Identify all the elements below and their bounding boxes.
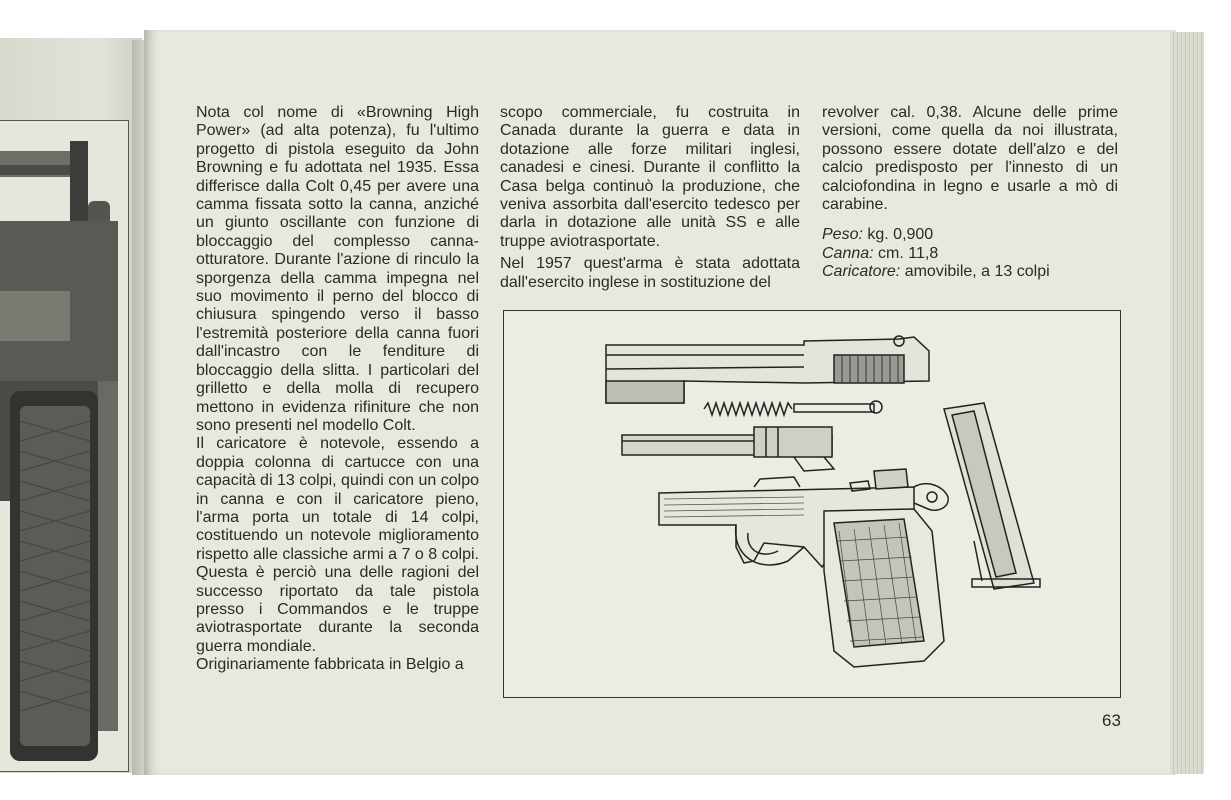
- paragraph: Il caricatore è notevole, essendo a doppia colonna di cartucce con una capacità di 13 colpi, quindi con un colpo in canna e con il caricatore pieno, l'arma porta un totale di 14 colpi, costituendo un notevole miglioramento rispetto alle classiche armi a 7 o 8 colpi. Questa è perciò una delle ragioni del successo riportato da tale pistola presso i Commandos e le truppe aviotrasportate durante la seconda guerra mondiale.: [196, 435, 479, 655]
- page-number: 63: [1102, 711, 1121, 730]
- pistol-photo-drawing: [0, 121, 128, 771]
- specifications: [822, 226, 1118, 281]
- paragraph: Nota col nome di «Browning High Power» (ad alta potenza), fu l'ultimo progetto di pistola eseguito da John Browning e fu adottata nel 1935. Essa differisce dalla Colt 0,45 per avere una camma fissata sotto la canna, anziché un giunto oscillante con funzione di bloccaggio del complesso canna-otturatore. Durante l'azione di rinculo la sporgenza della camma impegna nel suo movimento il perno del blocco di chiusura spingendo verso il basso l'estremità posteriore della canna fuori dall'incastro con le fenditure di bloccaggio della slitta. I particolari del grilletto e della molla di recupero mettono in evidenza rifiniture che non sono presenti nel modello Colt.: [196, 104, 479, 434]
- text-column-3: [822, 104, 1118, 282]
- barrel-drawing: [622, 427, 834, 471]
- pistol-parts-drawing: [504, 311, 1120, 697]
- text-column-2: [500, 104, 800, 292]
- spec-magazine-value: amovibile, a 13 colpi: [904, 263, 1050, 281]
- page-edges: [1170, 32, 1204, 774]
- paragraph: Nel 1957 quest'arma è stata adottata dall'esercito inglese in sostituzione del: [500, 255, 800, 291]
- exploded-view-illustration: [503, 310, 1121, 698]
- paragraph: scopo commerciale, fu costruita in Canada durante la guerra e data in dotazione alle forze militari inglesi, canadesi e cinesi. Durante il conflitto la Casa belga continuò la produzione, che veniva assorbita dall'esercito tedesco per darla in dotazione alle unità SS e alle truppe aviotrasportate.: [500, 104, 800, 250]
- paragraph: revolver cal. 0,38. Alcune delle prime versioni, come quella da noi illustrata, possono essere dotate dell'alzo e del calcio predisposto per l'innesto di un calciofondina in legno e usarle a mò di carabine.: [822, 104, 1118, 214]
- text-column-1: [196, 104, 479, 675]
- frame-drawing: [659, 469, 948, 667]
- spec-barrel-value: cm. 11,8: [878, 244, 939, 262]
- spec-weight-value: kg. 0,900: [867, 226, 934, 244]
- spec-magazine: [822, 263, 1118, 281]
- spec-weight: [822, 226, 1118, 244]
- left-page: [0, 38, 142, 773]
- pistol-photo: [0, 120, 129, 772]
- recoil-spring-drawing: [704, 401, 882, 415]
- paragraph: Originariamente fabbricata in Belgio a: [196, 656, 464, 674]
- spec-barrel-label: Canna:: [822, 244, 874, 262]
- spec-barrel: [822, 245, 1118, 263]
- magazine-drawing: [944, 403, 1040, 589]
- spec-magazine-label: Caricatore:: [822, 263, 901, 281]
- spec-weight-label: Peso:: [822, 226, 863, 244]
- slide-drawing: [606, 336, 929, 403]
